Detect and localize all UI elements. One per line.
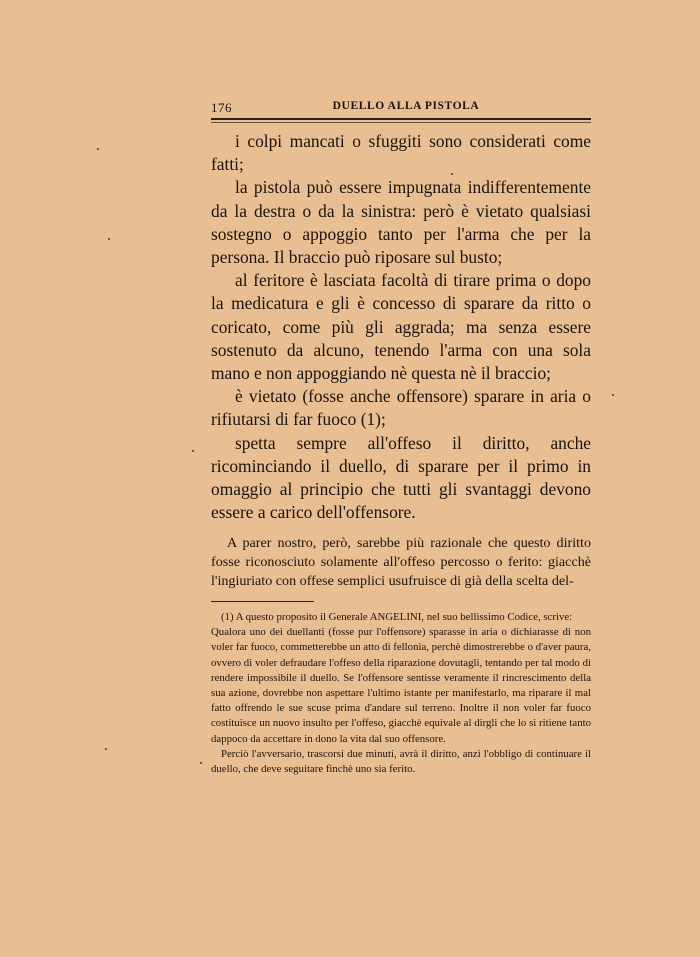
header-rule bbox=[211, 118, 591, 120]
commentary-paragraph: A parer nostro, però, sarebbe più razionale che questo diritto fosse riconosciuto solamente all'offeso percosso o ferito: giacchè l'ingiuriato con offese semplici usufruisce di già della scelta del- bbox=[211, 535, 591, 590]
rule-item: spetta sempre all'offeso il diritto, anche ricominciando il duello, di sparare per il primo in omaggio al principio che tutti gli svantaggi devono essere a carico dell'offensore. bbox=[211, 432, 591, 523]
running-title: DUELLO ALLA PISTOLA bbox=[332, 100, 480, 112]
paper-speck bbox=[200, 762, 202, 764]
paper-speck bbox=[108, 238, 110, 240]
footnote-separator bbox=[211, 601, 314, 602]
paper-speck bbox=[451, 173, 453, 175]
footnote-quote: Qualora uno dei duellanti (fosse pur l'offensore) sparasse in aria o dichiarasse di non voler far fuoco, commetterebbe un atto di fellonia, perchè dimostrerebbe o d'aver paura, ovvero di voler defraudare l'offeso della riparazione dovutagli, tentando per tal modo di rendere impossibile il duello. Se l'offensore sentisse veramente il rincrescimento della sua azione, dovrebbe non aspettare l'ultimo istante per manifestarlo, ma riparare il mal fatto offrendo le sue scuse prima d'andare sul terreno. Inoltre il non voler far fuoco costituisce un nuovo insulto per l'offeso, giacchè equivale al dirgli che lo si ritiene tanto dappoco da accettare in dono la vita dal suo offensore. bbox=[211, 626, 591, 745]
page-number: 176 bbox=[211, 100, 232, 115]
footnote-intro: (1) A questo proposito il Generale ANGELINI, nel suo bellissimo Codice, scrive: bbox=[221, 611, 573, 623]
paper-speck bbox=[612, 394, 614, 396]
page-header bbox=[211, 100, 591, 118]
rule-item: al feritore è lasciata facoltà di tirare prima o dopo la medicatura e gli è concesso di sparare da ritto o coricato, come più gli aggrada; ma senza essere sostenuto da alcuno, tenendo l'arma con una sola mano e non appoggiando nè questa nè il braccio; bbox=[211, 270, 591, 384]
rule-item: i colpi mancati o sfuggiti sono considerati come fatti; bbox=[211, 131, 591, 175]
rule-item: la pistola può essere impugnata indifferentemente da la destra o da la sinistra: però è vietato qualsiasi sostegno o appoggio tanto per l'arma che per la persona. Il braccio può riposare sul busto; bbox=[211, 177, 591, 268]
paper-speck bbox=[97, 148, 99, 150]
footnote-continuation: Perciò l'avversario, trascorsi due minuti, avrà il diritto, anzi l'obbligo di continuare il duello, che deve seguitare finchè uno sia ferito. bbox=[211, 747, 591, 776]
footnotes bbox=[211, 610, 591, 777]
header-rule-secondary bbox=[211, 122, 591, 123]
paper-speck bbox=[192, 450, 194, 452]
paper-speck bbox=[105, 748, 107, 750]
rule-item: è vietato (fosse anche offensore) sparare in aria o rifiutarsi di far fuoco (1); bbox=[211, 386, 591, 430]
rules-list bbox=[211, 130, 591, 524]
